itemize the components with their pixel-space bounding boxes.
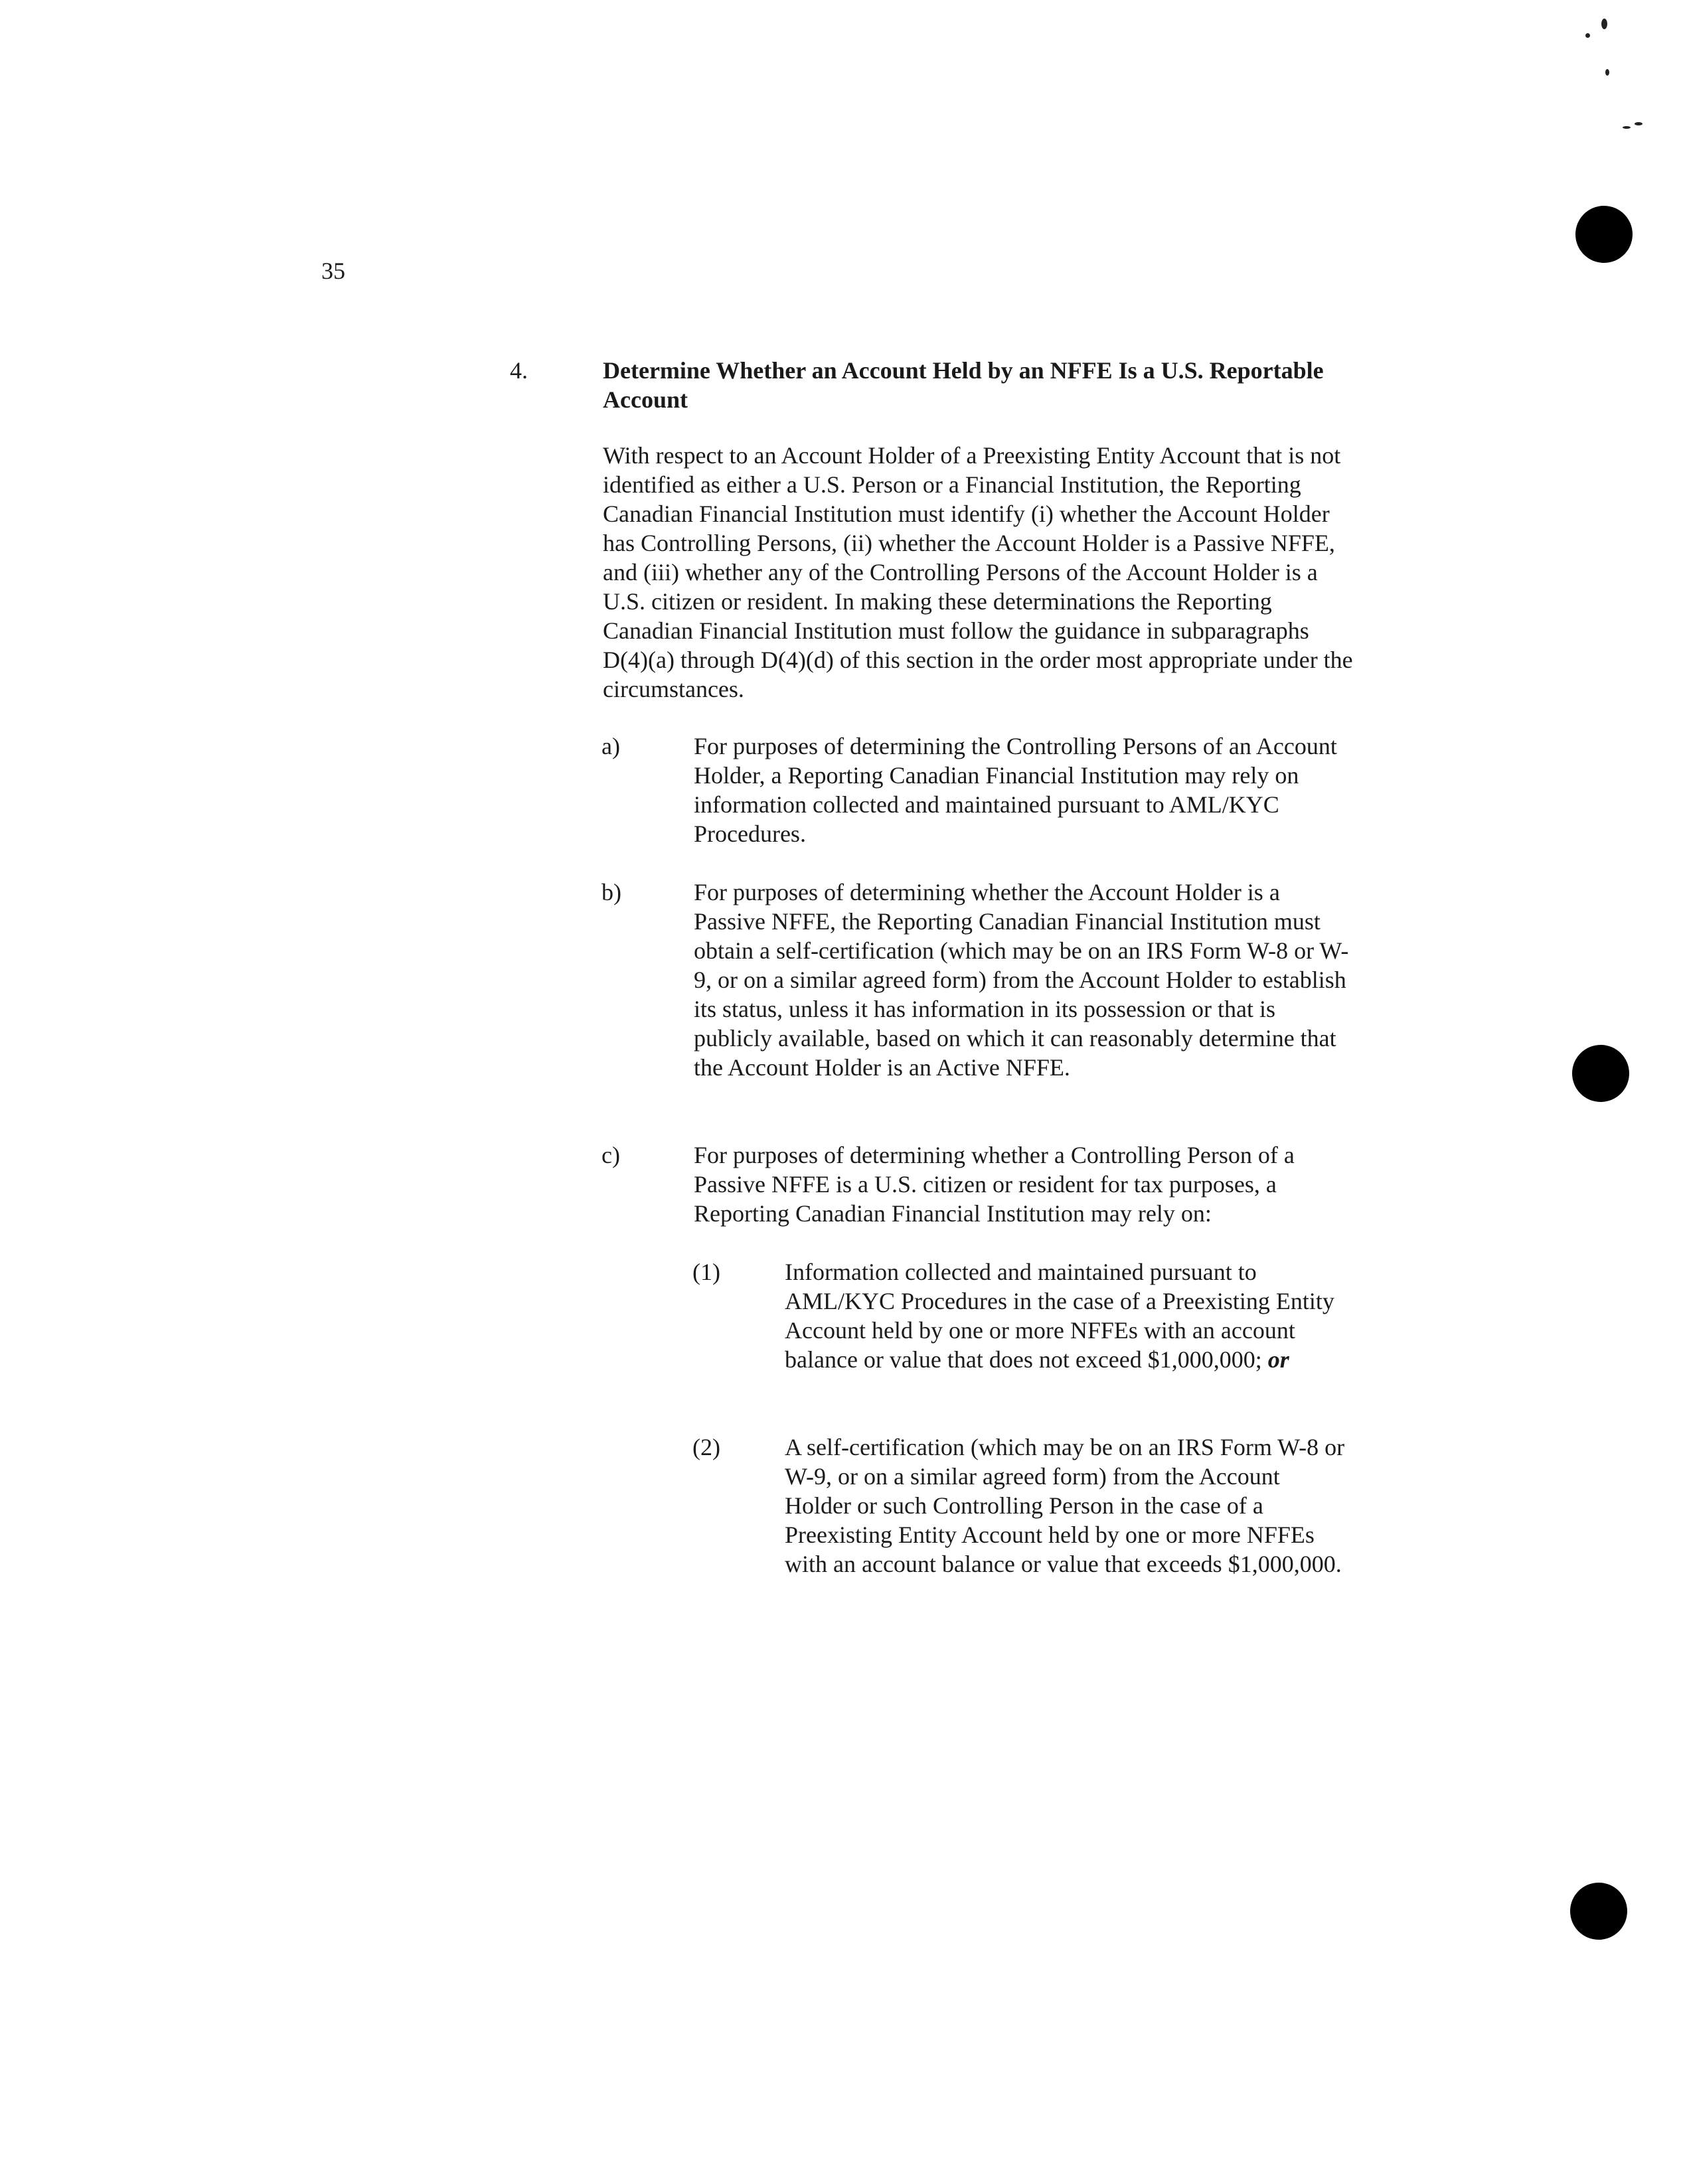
- subitem-text-1-emphasis: or: [1267, 1346, 1289, 1373]
- intro-paragraph: With respect to an Account Holder of a Preexisting Entity Account that is not identified as either a U.S. Person or a Financial Institution, the Reporting Canadian Financial Institution must identify (i) whether the Account Holder has Controlling Persons, (ii) whether the Account Holder is a Passive NFFE, and (iii) whether any of the Controlling Persons of the Account Holder is a U.S. citizen or resident. In making these determinations the Reporting Canadian Financial Institution must follow the guidance in subparagraphs D(4)(a) through D(4)(d) of this section in the order most appropriate under the circumstances.: [603, 442, 1353, 702]
- punch-hole-top: [1575, 206, 1633, 263]
- scan-speck: [1601, 19, 1607, 29]
- item-text-c: For purposes of determining whether a Controlling Person of a Passive NFFE is a U.S. citizen or resident for tax purposes, a Reporting Canadian Financial Institution may rely on:: [694, 1142, 1295, 1227]
- subitem-label-1: (1): [692, 1259, 720, 1285]
- subitem-text-2: A self-certification (which may be on an IRS Form W-8 or W-9, or on a similar agreed form) from the Account Holder or such Controlling Person in the case of a Preexisting Entity Account held by one or more NFFEs with an account balance or value that exceeds $1,000,000.: [785, 1434, 1345, 1577]
- scan-speck: [1605, 69, 1609, 76]
- subitem-label-2: (2): [692, 1434, 720, 1460]
- scan-speck: [1585, 33, 1590, 38]
- scan-speck: [1623, 126, 1631, 129]
- item-label-b: b): [601, 879, 621, 905]
- punch-hole-bottom: [1570, 1883, 1627, 1940]
- item-label-c: c): [601, 1142, 620, 1168]
- item-text-a: For purposes of determining the Controlling Persons of an Account Holder, a Reporting Canadian Financial Institution may rely on information collected and maintained pursuant to AML/KYC Procedures.: [694, 733, 1337, 847]
- scan-speck: [1635, 122, 1643, 125]
- punch-hole-middle: [1572, 1045, 1629, 1102]
- section-heading: Determine Whether an Account Held by an NFFE Is a U.S. Reportable Account: [603, 357, 1324, 413]
- subitem-text-1: [785, 1257, 1349, 1374]
- page-number: 35: [321, 258, 345, 284]
- item-text-b: For purposes of determining whether the Account Holder is a Passive NFFE, the Reporting Canadian Financial Institution must obtain a self-certification (which may be on an IRS Form W-8 or W-9, or on a similar agreed form) from the Account Holder to establish its status, unless it has information in its possession or that is publicly available, based on which it can reasonably determine that the Account Holder is an Active NFFE.: [694, 879, 1349, 1081]
- subitem-text-1-body: Information collected and maintained pursuant to AML/KYC Procedures in the case of a Preexisting Entity Account held by one or more NFFEs with an account balance or value that does not exceed $1,000,000;: [785, 1259, 1334, 1373]
- item-label-a: a): [601, 733, 620, 759]
- section-number: 4.: [510, 357, 528, 384]
